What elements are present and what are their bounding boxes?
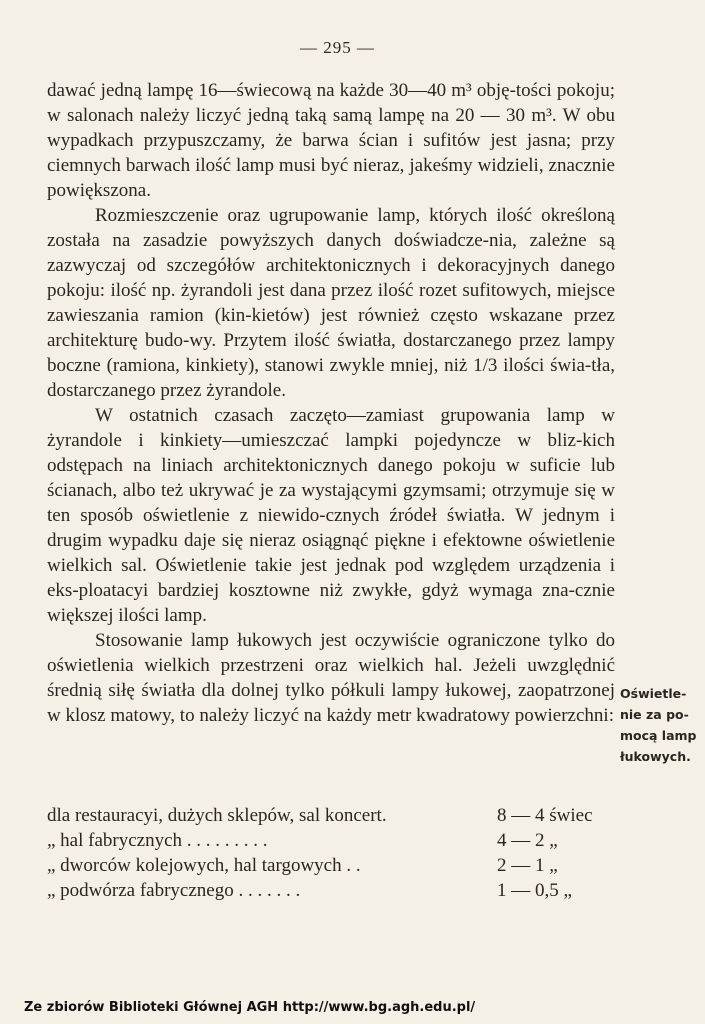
paragraph: Stosowanie lamp łukowych jest oczywiście ograniczone tylko do oświetlenia wielkich przestrzeni oraz wielkich hal. Jeżeli uwzględnić średnią siłę światła dla dolnej tylko półkuli lampy łukowej, zaopatrzonej w klosz matowy, to należy liczyć na każdy metr kwadratowy powierzchni: [47, 630, 615, 726]
paragraph: W ostatnich czasach zaczęto—zamiast grupowania lamp w żyrandole i kinkiety—umieszczać lampki pojedyncze w bliz-kich odstępach na liniach architektonicznych danego pokoju w suficie lub ścianach, albo też ukrywać je za wystającymi gzymsami; otrzymuje się w ten sposób oświetlenie z niewido-cznych źródeł światła. W jednym i drugim wypadku daje się nieraz osiągnąć piękne i efektowne oświetlenie wielkich sal. Oświetlenie takie jest jednak pod względem urządzenia i eks-ploatacyi bardziej kosztowne niż zwykłe, gdyż wymaga zna-cznie większej ilości lamp. [47, 405, 615, 626]
table-row [47, 853, 617, 878]
table-row-label: „ podwórza fabrycznego . . . . . . . [47, 880, 301, 901]
margin-note-line: nie za po- [620, 707, 689, 722]
table-row-value: 2 — 1 „ [497, 855, 558, 876]
table-row [47, 828, 617, 853]
margin-note-line: Oświetle- [620, 686, 687, 701]
margin-note-line: łukowych. [620, 749, 691, 764]
library-footer: Ze zbiorów Biblioteki Głównej AGH http://www.bg.agh.edu.pl/ [24, 1000, 476, 1015]
table-row [47, 878, 617, 903]
margin-note [620, 683, 700, 767]
table-row [47, 803, 617, 828]
table-row-label: „ dworców kolejowych, hal targowych . . [47, 855, 361, 876]
table-row-value: 4 — 2 „ [497, 830, 558, 851]
table-row-label: dla restauracyi, dużych sklepów, sal koncert. [47, 805, 387, 826]
paragraph: Rozmieszczenie oraz ugrupowanie lamp, których ilość określoną została na zasadzie powyższych danych doświadcze-nia, zależne są zazwyczaj od szczegółów architektonicznych i dekoracyjnych danego pokoju: ilość np. żyrandoli jest dana przez ilość rozet sufitowych, miejsce zawieszania ramion (kin-kietów) jest również często wskazane przez architekturę budo-wy. Przytem ilość światła, dostarczanego przez lampy boczne (ramiona, kinkiety), stanowi zwykle mniej, niż 1/3 ilości świa-tła, dostarczanego przez żyrandole. [47, 205, 615, 401]
margin-note-line: mocą lamp [620, 728, 697, 743]
table-row-value: 1 — 0,5 „ [497, 880, 572, 901]
paragraph: dawać jedną lampę 16—świecową na każde 30—40 m³ obję-tości pokoju; w salonach należy liczyć jedną taką samą lampę na 20 — 30 m³. W obu wypadkach przypuszczamy, że barwa ścian i sufitów jest jasna; przy ciemnych barwach ilość lamp musi być nieraz, jakeśmy widzieli, znacznie powiększona. [47, 80, 615, 201]
illumination-table [47, 803, 617, 903]
page-number: — 295 — [300, 38, 375, 57]
table-row-label: „ hal fabrycznych . . . . . . . . . [47, 830, 268, 851]
table-row-value: 8 — 4 świec [497, 805, 593, 826]
body-text [47, 78, 615, 728]
